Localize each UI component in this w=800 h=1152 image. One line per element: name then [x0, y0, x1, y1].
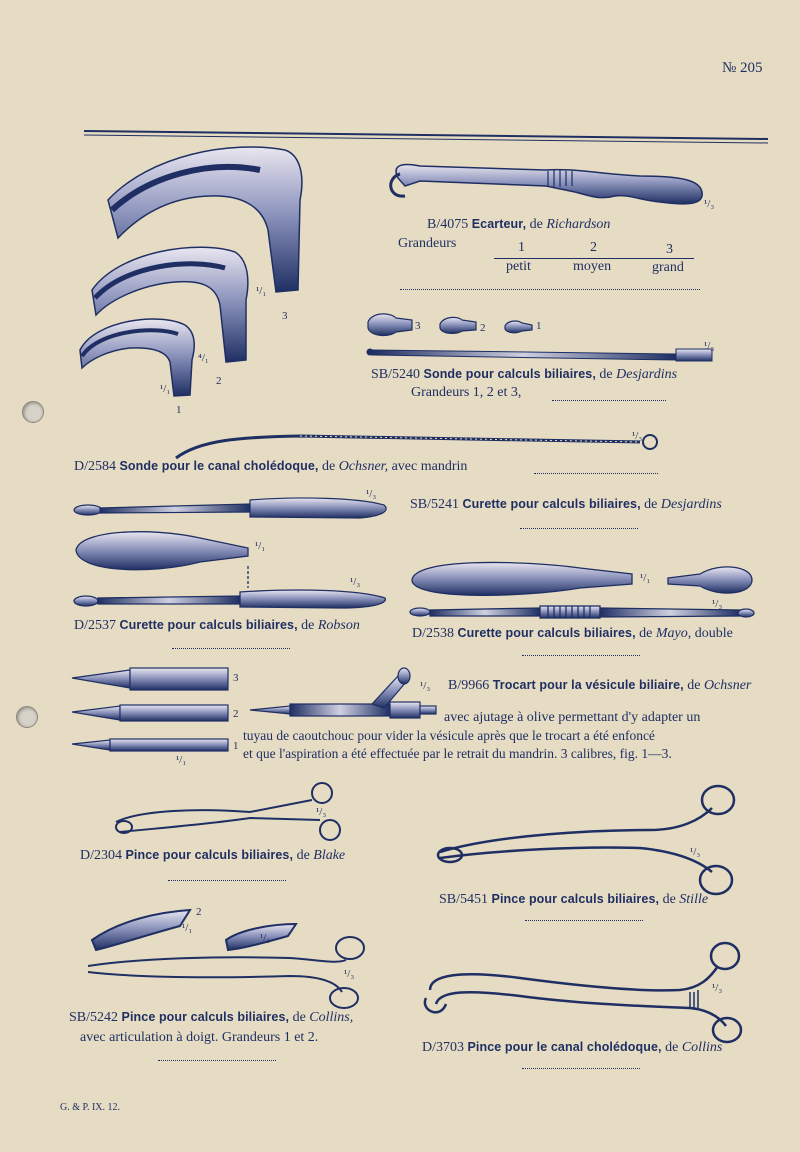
item-author: Stille [679, 892, 709, 907]
fig-num-2: 2 [216, 375, 222, 387]
item-b4075 [427, 217, 610, 233]
item-desc-line-1: avec ajutage à olive permettant d'y adapter un [444, 710, 701, 725]
item-d2537 [74, 618, 360, 634]
tip-num: 3 [415, 320, 421, 332]
scale-frac: ⁴/₁ [198, 352, 209, 364]
size-2: 2 [590, 240, 597, 255]
scale-frac: ¹/₃ [344, 968, 355, 980]
item-de: de [292, 1010, 306, 1025]
item-name: Pince pour calculs biliaires, [491, 892, 660, 906]
item-name: Pince pour calculs biliaires, [125, 848, 294, 862]
item-author: Desjardins [660, 497, 722, 512]
scale-frac: ¹/₁ [640, 572, 651, 584]
item-author: Mayo, [655, 626, 692, 641]
item-de: de [639, 626, 653, 641]
richardson-retractor-small [80, 319, 194, 396]
item-de: de [665, 1040, 679, 1055]
item-code: B/9966 [448, 678, 490, 693]
item-code: SB/5240 [371, 367, 421, 382]
scale-frac: ¹/₁ [255, 540, 266, 552]
item-d3703 [422, 1040, 722, 1056]
tip-num: 2 [480, 322, 486, 334]
item-suffix: avec mandrin [391, 459, 468, 474]
dotted-leader [552, 400, 666, 401]
item-name: Pince pour le canal cholédoque, [467, 1040, 662, 1054]
dotted-leader [522, 1068, 640, 1069]
item-de: de [644, 497, 658, 512]
fig-num: 3 [233, 672, 239, 684]
item-code: SB/5241 [410, 497, 460, 512]
trocar-points [72, 668, 228, 751]
item-author: Collins, [309, 1010, 354, 1025]
sonde-ochsner [176, 435, 657, 458]
fig-num: 2 [196, 906, 202, 918]
item-de: de [301, 618, 315, 633]
item-name: Sonde pour calculs biliaires, [423, 367, 596, 381]
footer-mark: G. & P. IX. 12. [60, 1102, 121, 1113]
dotted-leader [158, 1060, 276, 1061]
size-1: 1 [518, 240, 525, 255]
dotted-leader [172, 648, 290, 649]
dotted-leader [168, 880, 286, 881]
item-sb5242 [69, 1010, 353, 1026]
scale-frac: ¹/₃ [632, 430, 643, 442]
item-b9966 [448, 678, 751, 694]
scale-frac: ¹/₁ [182, 922, 193, 934]
curette-robson [74, 532, 385, 608]
dotted-leader [400, 289, 700, 290]
item-desc-line-3: et que l'aspiration a été effectuée par le retrait du mandrin. 3 calibres, fig. 1—3. [243, 746, 672, 761]
curette-desjardins [74, 498, 386, 518]
trocar-ochsner [250, 668, 436, 718]
scale-frac: ¹/₃ [704, 198, 715, 210]
item-suffix: double [694, 626, 733, 641]
item-code: D/2537 [74, 618, 116, 633]
scale-frac: ¹/₃ [712, 598, 723, 610]
scale-frac: ¹/₃ [690, 846, 701, 858]
curette-mayo [410, 562, 754, 618]
scale-frac: ¹/₁ [160, 383, 171, 395]
page-number: № 205 [722, 60, 763, 76]
item-de: de [321, 459, 336, 474]
item-code: D/3703 [422, 1040, 464, 1055]
item-sb5451 [439, 892, 708, 908]
tip-num: 1 [536, 320, 542, 332]
scale-frac: ¹/₃ [366, 488, 377, 500]
item-code: D/2584 [74, 459, 116, 474]
item-de: de [296, 848, 310, 863]
scale-frac: ¹/₁ [176, 754, 187, 766]
item-sb5240 [371, 367, 677, 383]
size-3: 3 [666, 242, 673, 257]
dotted-leader [520, 528, 638, 529]
scale-frac: ¹/₃ [712, 982, 723, 994]
item-code: SB/5242 [69, 1010, 119, 1025]
item-sizes: Grandeurs 1, 2 et 3, [411, 385, 522, 400]
dotted-leader [534, 473, 658, 474]
ecarteur-hook [391, 165, 702, 204]
item-author: Collins [681, 1040, 723, 1055]
item-sb5241 [410, 497, 722, 513]
item-author: Desjardins [616, 367, 678, 382]
scale-frac: ¹/₃ [420, 680, 431, 692]
pince-collins-choledoque [425, 943, 741, 1042]
fig-num-3: 3 [282, 310, 288, 322]
fig-num-1: 1 [176, 404, 182, 416]
pince-stille [438, 786, 734, 894]
item-de: de [599, 367, 613, 382]
sizes-label: Grandeurs [398, 236, 457, 251]
item-code: SB/5451 [439, 892, 489, 907]
scale-frac: ¹/₁ [256, 285, 267, 297]
item-d2538 [412, 626, 733, 642]
item-de: de [529, 217, 543, 232]
item-name: Curette pour calculs biliaires, [119, 618, 298, 632]
item-name: Curette pour calculs biliaires, [462, 497, 641, 511]
fig-num: 2 [233, 708, 239, 720]
dotted-leader [522, 655, 640, 656]
size-name-moyen: moyen [573, 259, 612, 274]
item-author: Ochsner, [338, 459, 389, 474]
item-name: Pince pour calculs biliaires, [121, 1010, 290, 1024]
size-name-petit: petit [506, 259, 531, 274]
item-author: Robson [317, 618, 360, 633]
scale-frac: ¹/₃ [350, 576, 361, 588]
scale-frac: ¹/₃ [704, 340, 715, 352]
fig-num: 1 [233, 740, 239, 752]
pince-blake [116, 783, 340, 840]
item-d2584 [74, 459, 467, 475]
dotted-leader [525, 920, 643, 921]
pince-collins [88, 910, 364, 1008]
item-code: D/2538 [412, 626, 454, 641]
sonde-tips [368, 314, 532, 336]
item-line-2: avec articulation à doigt. Grandeurs 1 et 2. [80, 1030, 319, 1045]
item-de: de [687, 678, 701, 693]
scale-frac: ¹/₁ [260, 932, 271, 944]
item-de: de [662, 892, 676, 907]
item-code: D/2304 [80, 848, 122, 863]
item-author: Blake [313, 848, 346, 863]
scale-frac: ¹/₃ [316, 806, 327, 818]
item-code: B/4075 [427, 217, 469, 232]
item-name: Sonde pour le canal cholédoque, [119, 459, 319, 473]
sonde-desjardins [367, 349, 712, 361]
item-desc-line-2: tuyau de caoutchouc pour vider la vésicule après que le trocart a été enfoncé [243, 728, 655, 743]
item-name: Curette pour calculs biliaires, [457, 626, 636, 640]
item-author: Richardson [546, 217, 611, 232]
size-name-grand: grand [652, 260, 684, 275]
item-author: Ochsner [703, 678, 752, 693]
item-d2304 [80, 848, 345, 864]
item-name: Trocart pour la vésicule biliaire, [492, 678, 684, 692]
item-name: Ecarteur, [471, 217, 527, 231]
